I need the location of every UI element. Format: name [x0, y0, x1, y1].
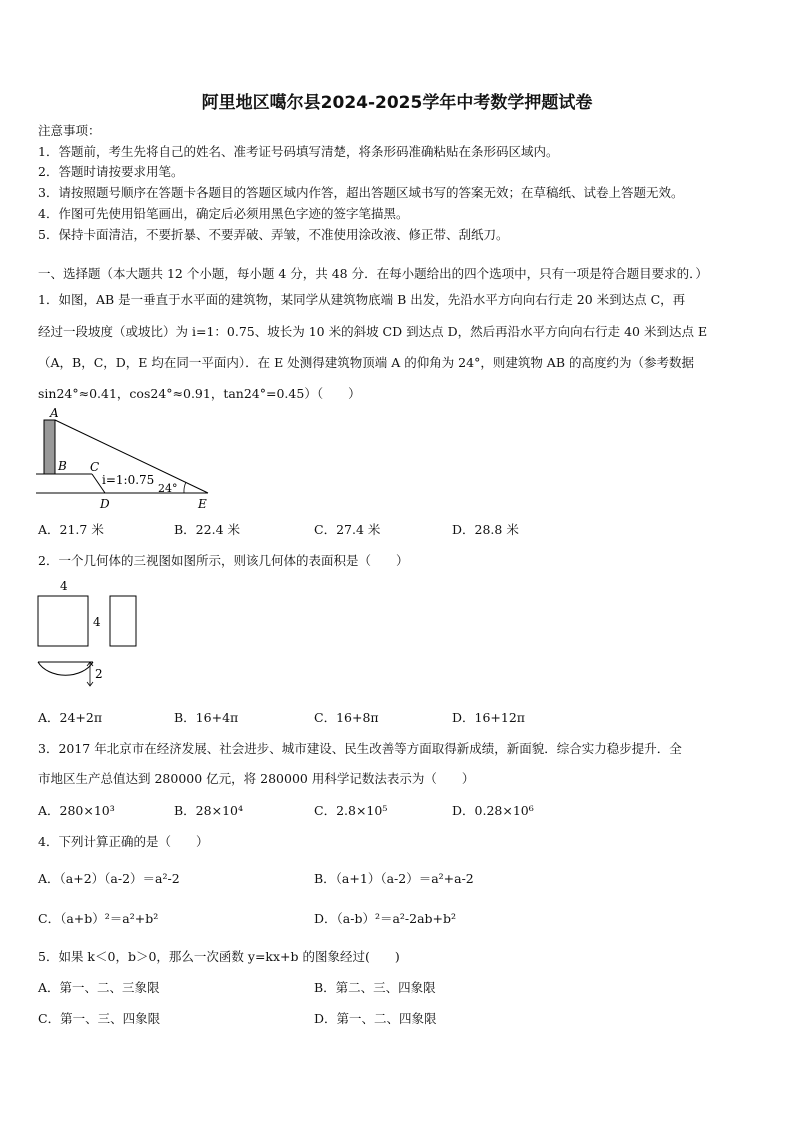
label-top-width: 4	[60, 579, 68, 593]
notice-item: 1．答题前，考生先将自己的姓名、准考证号码填写清楚，将条形码准确粘贴在条形码区域内。	[38, 144, 559, 159]
label-angle: 24°	[158, 482, 178, 495]
option-D: D．（a-b）²＝a²-2ab+b²	[314, 911, 457, 926]
option-B: B．28×10⁴	[174, 803, 243, 818]
option-B: B．16+4π	[174, 710, 239, 725]
label-B: B	[58, 459, 67, 473]
option-D: D．第一、二、四象限	[314, 1011, 437, 1026]
option-D: D．16+12π	[452, 710, 526, 725]
option-A: A．（a+2）（a-2）＝a²-2	[38, 871, 180, 886]
option-A: A．24+2π	[38, 710, 103, 725]
notice-item: 4．作图可先使用铅笔画出，确定后必须用黑色字迹的签字笔描黑。	[38, 206, 409, 221]
option-A: A．21.7 米	[38, 522, 104, 537]
side-view	[110, 596, 136, 646]
label-E: E	[198, 497, 207, 511]
option-C: C．27.4 米	[314, 522, 381, 537]
building-rect	[44, 420, 55, 474]
option-B: B．22.4 米	[174, 522, 240, 537]
question-1-line: （A，B，C，D，E 均在同一平面内）．在 E 处测得建筑物顶端 A 的仰角为 24°，则建筑物 AB 的高度约为（参考数据	[38, 355, 694, 370]
option-C: C．16+8π	[314, 710, 379, 725]
option-B: B．第二、三、四象限	[314, 980, 436, 995]
question-5-text: 5．如果 k＜0，b＞0，那么一次函数 y=kx+b 的图象经过( )	[38, 949, 400, 964]
angle-arc	[184, 482, 186, 493]
top-view-arc	[38, 662, 93, 675]
question-3-line: 3．2017 年北京市在经济发展、社会进步、城市建设、民生改善等方面取得新成绩，新面貌．综合实力稳步提升．全	[38, 741, 682, 756]
label-depth: 2	[95, 667, 103, 681]
notice-item: 3．请按照题号顺序在答题卡各题目的答题区域内作答，超出答题区域书写的答案无效；在草稿纸、试卷上答题无效。	[38, 185, 684, 200]
notice-item: 2．答题时请按要求用笔。	[38, 164, 184, 179]
question-1-line: sin24°≈0.41，cos24°≈0.91，tan24°=0.45）（ ）	[38, 386, 361, 401]
option-C: C．（a+b）²＝a²+b²	[38, 911, 159, 926]
q2-figure	[30, 574, 150, 692]
option-C: C．第一、三、四象限	[38, 1011, 161, 1026]
front-view	[38, 596, 88, 646]
label-side-height: 4	[93, 615, 101, 629]
label-slope: i=1:0.75	[102, 473, 155, 487]
q1-figure	[30, 402, 230, 514]
question-1-line: 1．如图，AB 是一垂直于水平面的建筑物，某同学从建筑物底端 B 出发，先沿水平方向向右行走 20 米到达点 C，再	[38, 292, 686, 307]
question-1-line: 经过一段坡度（或坡比）为 i=1：0.75、坡长为 10 米的斜坡 CD 到达点 D，然后再沿水平方向向右行走 40 米到达点 E	[38, 324, 708, 339]
section-heading: 一、选择题（本大题共 12 个小题，每小题 4 分，共 48 分．在每小题给出的四个选项中，只有一项是符合题目要求的．）	[38, 266, 708, 281]
option-D: D．0.28×10⁶	[452, 803, 534, 818]
option-C: C．2.8×10⁵	[314, 803, 388, 818]
label-D: D	[100, 497, 110, 511]
option-B: B．（a+1）（a-2）＝a²+a-2	[314, 871, 474, 886]
option-A: A．280×10³	[38, 803, 115, 818]
label-C: C	[90, 460, 100, 474]
label-A: A	[50, 406, 59, 420]
notice-item: 5．保持卡面清洁，不要折暴、不要弄破、弄皱，不准使用涂改液、修正带、刮纸刀。	[38, 227, 509, 242]
option-D: D．28.8 米	[452, 522, 519, 537]
page-title: 阿里地区噶尔县2024-2025学年中考数学押题试卷	[201, 93, 593, 113]
question-3-line: 市地区生产总值达到 280000 亿元，将 280000 用科学记数法表示为（ ）	[38, 771, 475, 786]
notice-heading: 注意事项：	[38, 123, 101, 138]
question-4-text: 4．下列计算正确的是（ ）	[38, 834, 209, 849]
question-2-text: 2．一个几何体的三视图如图所示，则该几何体的表面积是（ ）	[38, 553, 409, 568]
option-A: A．第一、二、三象限	[38, 980, 160, 995]
